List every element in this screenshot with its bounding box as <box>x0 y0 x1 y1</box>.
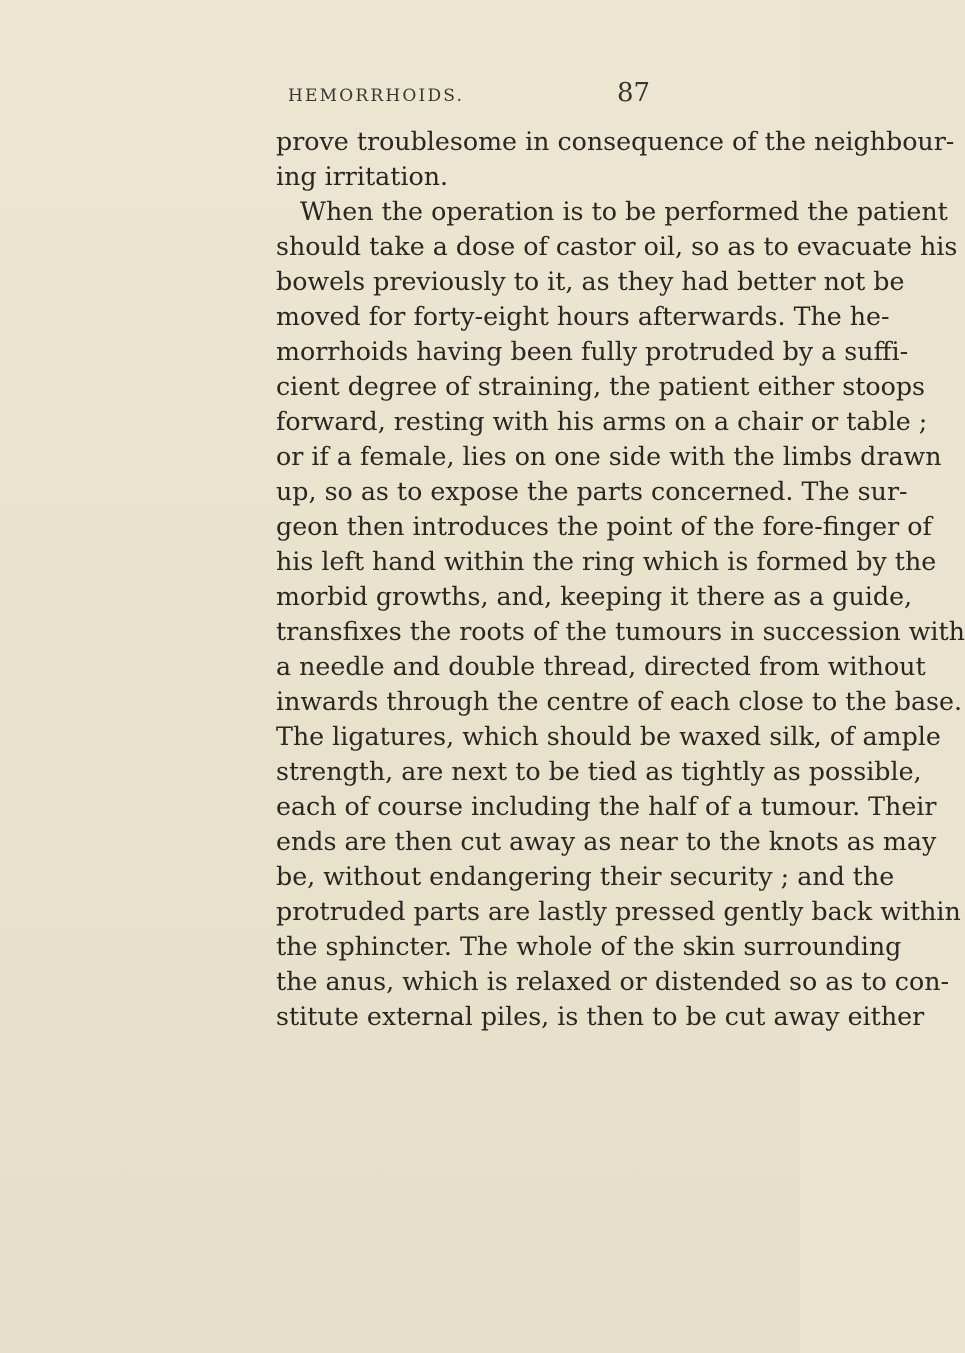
text-line: bowels previously to it, as they had better not be <box>276 267 905 296</box>
page-header <box>0 78 800 118</box>
text-line: a needle and double thread, directed from without <box>276 652 926 681</box>
text-line: moved for forty-eight hours afterwards. The he- <box>276 302 890 331</box>
text-line: protruded parts are lastly pressed gently back within <box>276 897 961 926</box>
text-line: his left hand within the ring which is formed by the <box>276 547 937 576</box>
text-line: the sphincter. The whole of the skin surrounding <box>276 932 902 961</box>
text-line: cient degree of straining, the patient either stoops <box>276 372 926 401</box>
text-line: stitute external piles, is then to be cut away either <box>276 1002 925 1031</box>
text-line: geon then introduces the point of the fore-finger of <box>276 512 932 541</box>
text-line: transfixes the roots of the tumours in succession with <box>276 617 965 646</box>
text-line: strength, are next to be tied as tightly as possible, <box>276 757 922 786</box>
text-line: should take a dose of castor oil, so as to evacuate his <box>276 232 958 261</box>
page-number: 87 <box>617 78 651 108</box>
text-line: forward, resting with his arms on a chair or table ; <box>276 407 928 436</box>
text-line: morbid growths, and, keeping it there as a guide, <box>276 582 913 611</box>
text-line: ends are then cut away as near to the knots as may <box>276 827 937 856</box>
text-line: prove troublesome in consequence of the neighbour- <box>276 127 955 156</box>
text-line: each of course including the half of a tumour. Their <box>276 792 937 821</box>
text-line: The ligatures, which should be waxed silk, of ample <box>276 722 941 751</box>
text-line: or if a female, lies on one side with the limbs drawn <box>276 442 942 471</box>
running-head: HEMORRHOIDS. <box>288 86 465 106</box>
text-line: ing irritation. <box>276 162 449 191</box>
text-line: up, so as to expose the parts concerned. The sur- <box>276 477 908 506</box>
text-line: morrhoids having been fully protruded by a suffi- <box>276 337 909 366</box>
text-line: When the operation is to be performed the patient <box>300 197 948 226</box>
text-line: the anus, which is relaxed or distended so as to con- <box>276 967 950 996</box>
text-line: be, without endangering their security ; and the <box>276 862 895 891</box>
text-line: inwards through the centre of each close to the base. <box>276 687 963 716</box>
